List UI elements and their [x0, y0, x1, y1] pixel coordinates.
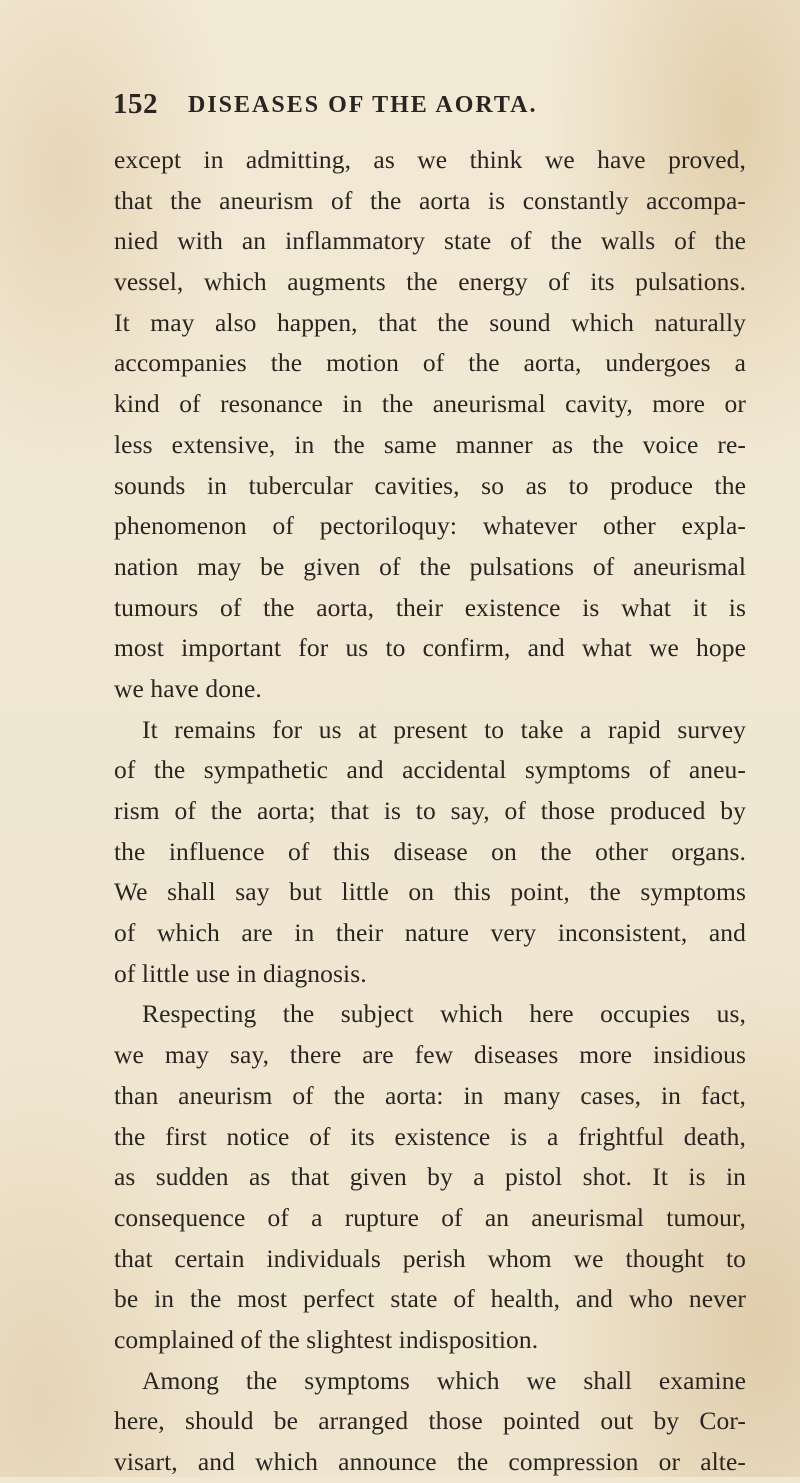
page-number: 152: [113, 88, 158, 120]
text-line: Among the symptoms which we shall examine: [142, 1365, 746, 1395]
text-line: accompanies the motion of the aorta, undergoes a: [114, 348, 746, 378]
text-line: most important for us to confirm, and what we hope: [114, 633, 746, 663]
text-line: the first notice of its existence is a frightful death,: [114, 1121, 746, 1151]
text-line: phenomenon of pectoriloquy: whatever other expla-: [114, 511, 746, 541]
text-line: It remains for us at present to take a rapid survey: [142, 714, 746, 744]
text-line: nied with an inflammatory state of the walls of the: [114, 226, 746, 256]
text-line: here, should be arranged those pointed out by Cor-: [114, 1406, 746, 1436]
text-line: less extensive, in the same manner as the voice re-: [114, 429, 746, 459]
text-line: be in the most perfect state of health, and who never: [114, 1284, 746, 1314]
body-text: [114, 140, 746, 1483]
text-line: as sudden as that given by a pistol shot. It is in: [114, 1162, 746, 1192]
text-line: of which are in their nature very inconsistent, and: [114, 918, 746, 948]
text-line: nation may be given of the pulsations of aneurismal: [114, 551, 746, 581]
text-line: we may say, there are few diseases more insidious: [114, 1040, 746, 1070]
text-line: consequence of a rupture of an aneurismal tumour,: [114, 1202, 746, 1232]
running-head: DISEASES OF THE AORTA.: [188, 92, 538, 118]
text-line: that the aneurism of the aorta is constantly accompa-: [114, 185, 746, 215]
text-line: vessel, which augments the energy of its pulsations.: [114, 267, 746, 297]
text-line: that certain individuals perish whom we thought to: [114, 1243, 746, 1273]
text-line: We shall say but little on this point, the symptoms: [114, 877, 746, 907]
text-line: than aneurism of the aorta: in many cases, in fact,: [114, 1080, 746, 1110]
text-line: kind of resonance in the aneurismal cavity, more or: [114, 389, 746, 419]
text-line: except in admitting, as we think we have proved,: [114, 145, 746, 174]
text-line: tumours of the aorta, their existence is what it is: [114, 592, 746, 622]
text-line: of the sympathetic and accidental symptoms of aneu-: [114, 755, 746, 785]
text-line: Respecting the subject which here occupies us,: [142, 999, 746, 1029]
text-line: the influence of this disease on the other organs.: [114, 836, 746, 866]
text-line: of little use in diagnosis.: [114, 958, 367, 988]
text-line: sounds in tubercular cavities, so as to produce the: [114, 470, 746, 500]
text-line: rism of the aorta; that is to say, of those produced by: [114, 796, 746, 825]
text-line: visart, and which announce the compression or alte-: [114, 1447, 746, 1476]
text-line: we have done.: [114, 673, 262, 703]
text-line: complained of the slightest indisposition.: [114, 1324, 539, 1354]
text-line: It may also happen, that the sound which naturally: [114, 307, 746, 337]
page-header: [113, 88, 753, 128]
